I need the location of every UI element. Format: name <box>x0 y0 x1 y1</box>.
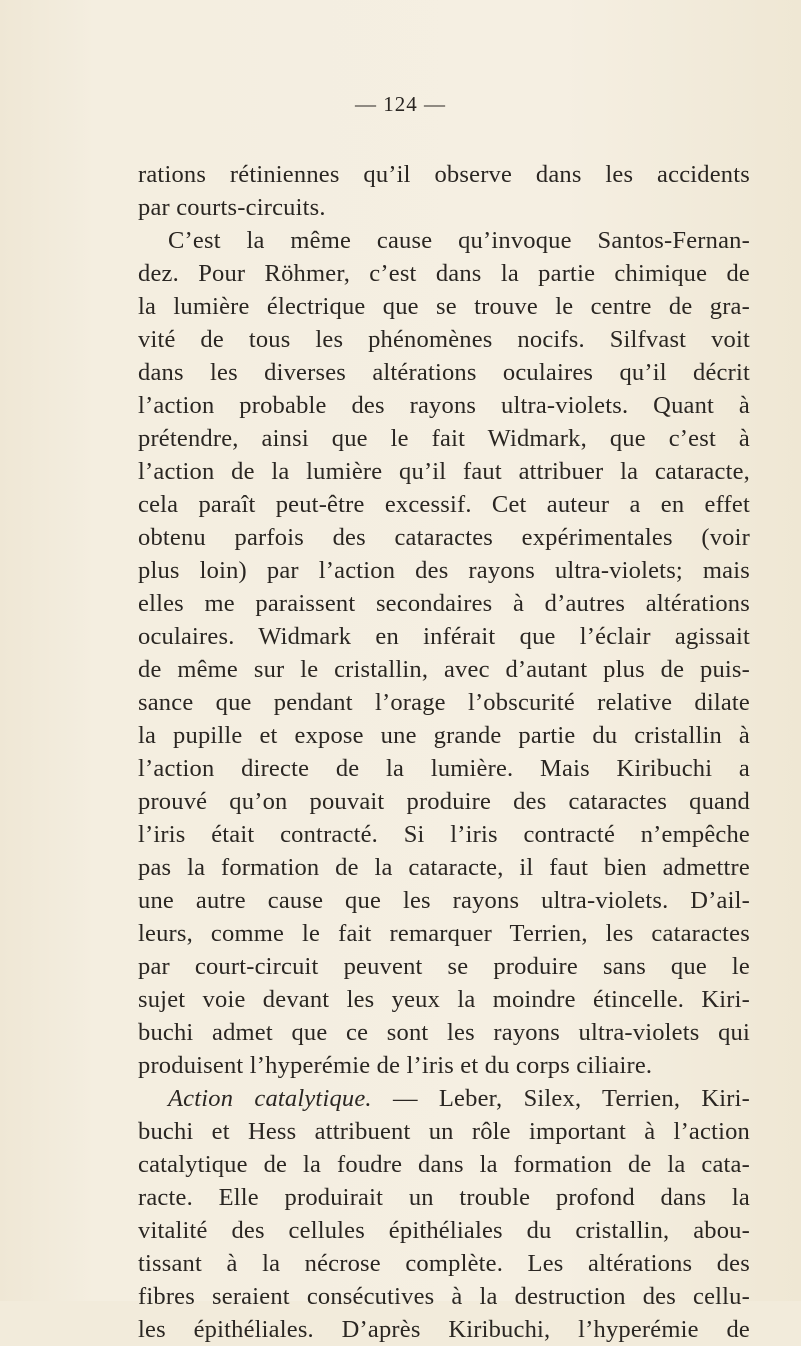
text-line: racte. Elle produirait un trouble profond dans la <box>138 1184 750 1211</box>
text-line: fibres seraient consécutives à la destruction des cellu- <box>138 1283 750 1310</box>
text-line: buchi admet que ce sont les rayons ultra-violets qui <box>138 1019 750 1046</box>
text-line: cela paraît peut-être excessif. Cet auteur a en effet <box>138 491 750 518</box>
body-text <box>138 158 750 1346</box>
text-line: l’action directe de la lumière. Mais Kiribuchi a <box>138 755 750 782</box>
text-line: l’action probable des rayons ultra-violets. Quant à <box>138 392 750 419</box>
text-line: obtenu parfois des cataractes expérimentales (voir <box>138 524 750 551</box>
text-line: par courts-circuits. <box>138 194 326 221</box>
text-line: C’est la même cause qu’invoque Santos-Fernan- <box>168 227 750 254</box>
text-line: oculaires. Widmark en inférait que l’éclair agissait <box>138 623 750 650</box>
text-line: catalytique de la foudre dans la formation de la cata- <box>138 1151 750 1178</box>
text-line: sance que pendant l’orage l’obscurité relative dilate <box>138 689 750 716</box>
text-line: plus loin) par l’action des rayons ultra-violets; mais <box>138 557 750 584</box>
section-first-line-rest: — Leber, Silex, Terrien, Kiri- <box>371 1085 750 1112</box>
page-number: — 124 — <box>355 92 446 116</box>
text-line: par court-circuit peuvent se produire sans que le <box>138 953 750 980</box>
section-heading: Action catalytique. <box>168 1085 372 1112</box>
text-line: l’action de la lumière qu’il faut attribuer la cataracte, <box>138 458 750 485</box>
text-line: la pupille et expose une grande partie du cristallin à <box>138 722 750 749</box>
text-line: dans les diverses altérations oculaires qu’il décrit <box>138 359 750 386</box>
text-line: prouvé qu’on pouvait produire des cataractes quand <box>138 788 750 815</box>
text-line: produisent l’hyperémie de l’iris et du corps ciliaire. <box>138 1052 653 1079</box>
text-line: sujet voie devant les yeux la moindre étincelle. Kiri- <box>138 986 750 1013</box>
text-line: leurs, comme le fait remarquer Terrien, les cataractes <box>138 920 750 947</box>
text-line: tissant à la nécrose complète. Les altérations des <box>138 1250 750 1277</box>
text-line: prétendre, ainsi que le fait Widmark, que c’est à <box>138 425 750 452</box>
paragraph-lines <box>138 158 750 1082</box>
text-line: pas la formation de la cataracte, il faut bien admettre <box>138 854 750 881</box>
section-lines <box>138 1115 750 1346</box>
text-line: les épithéliales. D’après Kiribuchi, l’hyperémie de <box>138 1316 750 1343</box>
text-line: vitalité des cellules épithéliales du cristallin, abou- <box>138 1217 750 1244</box>
text-line: buchi et Hess attribuent un rôle important à l’action <box>138 1118 750 1145</box>
text-line: de même sur le cristallin, avec d’autant plus de puis- <box>138 656 750 683</box>
text-line: vité de tous les phénomènes nocifs. Silfvast voit <box>138 326 750 353</box>
text-line: l’iris était contracté. Si l’iris contracté n’empêche <box>138 821 750 848</box>
text-line: rations rétiniennes qu’il observe dans les accidents <box>138 161 750 188</box>
section-first-line <box>138 1082 750 1115</box>
text-line: dez. Pour Röhmer, c’est dans la partie chimique de <box>138 260 750 287</box>
text-line: une autre cause que les rayons ultra-violets. D’ail- <box>138 887 750 914</box>
text-line: la lumière électrique que se trouve le centre de gra- <box>138 293 750 320</box>
text-line: elles me paraissent secondaires à d’autres altérations <box>138 590 750 617</box>
